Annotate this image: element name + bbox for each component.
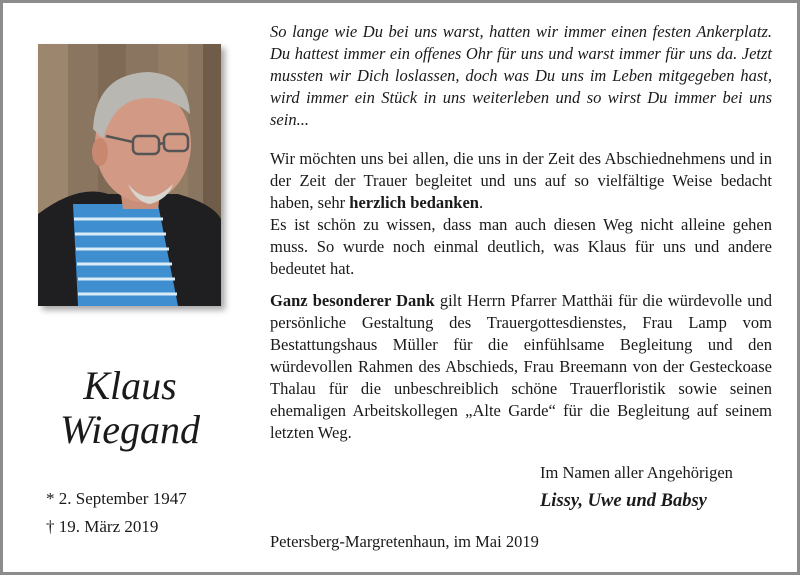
birth-date: * 2. September 1947 [46,489,187,508]
signature-line: Im Namen aller Angehörigen [540,463,733,482]
thanks-paragraph [270,148,772,280]
special-thanks-paragraph [270,290,772,444]
death-date: † 19. März 2019 [46,517,159,536]
life-dates [46,485,187,541]
thanks-emphasis: herzlich bedanken [349,193,479,212]
last-name: Wiegand [60,407,200,452]
intro-poem: So lange wie Du bei uns warst, hatten wir immer einen festen Ankerplatz. Du hattest immer ein offenes Ohr für uns und warst immer für uns da. Jetzt mussten wir Dich loslassen, doch was Du uns im Leben mitgegeben hast, wird immer ein Stück in uns weiterleben und so wirst Du immer bei uns sein... [270,22,772,129]
signature [540,462,733,512]
thanks-text-1: Wir möchten uns bei allen, die uns in der Zeit des Abschiednehmens und in der Zeit der Trauer begleitet und uns auf so vielfältige Weise bedacht haben, sehr [270,149,772,212]
thanks-text-2: . [479,193,484,212]
special-thanks-text: gilt Herrn Pfarrer Matthäi für die würdevolle und persönliche Gestaltung des Trauergottesdienstes, Frau Lamp vom Bestattungshaus Müller für die einfühlsame Begleitung und den würdevollen Rahmen des Abschieds, Frau Breemann von der Gesteckoase Thalau für die unbeschreiblich schöne Trauerfloristik sowie seinen ehemaligen Arbeitskollegen „Alte Garde“ für die Begleitung auf seinem letzten Weg. [270,291,772,442]
deceased-name [30,364,230,452]
portrait-photo [38,44,221,306]
special-thanks-emphasis: Ganz besonderer Dank [270,291,435,310]
thanks-text-3: Es ist schön zu wissen, dass man auch diesen Weg nicht alleine gehen muss. So wurde noch einmal deutlich, was Klaus für uns und andere bedeutet hat. [270,215,772,278]
signature-names: Lissy, Uwe und Babsy [540,491,707,511]
first-name: Klaus [83,363,177,408]
portrait-illustration [38,44,221,306]
place-date: Petersberg-Margretenhaun, im Mai 2019 [270,532,539,551]
